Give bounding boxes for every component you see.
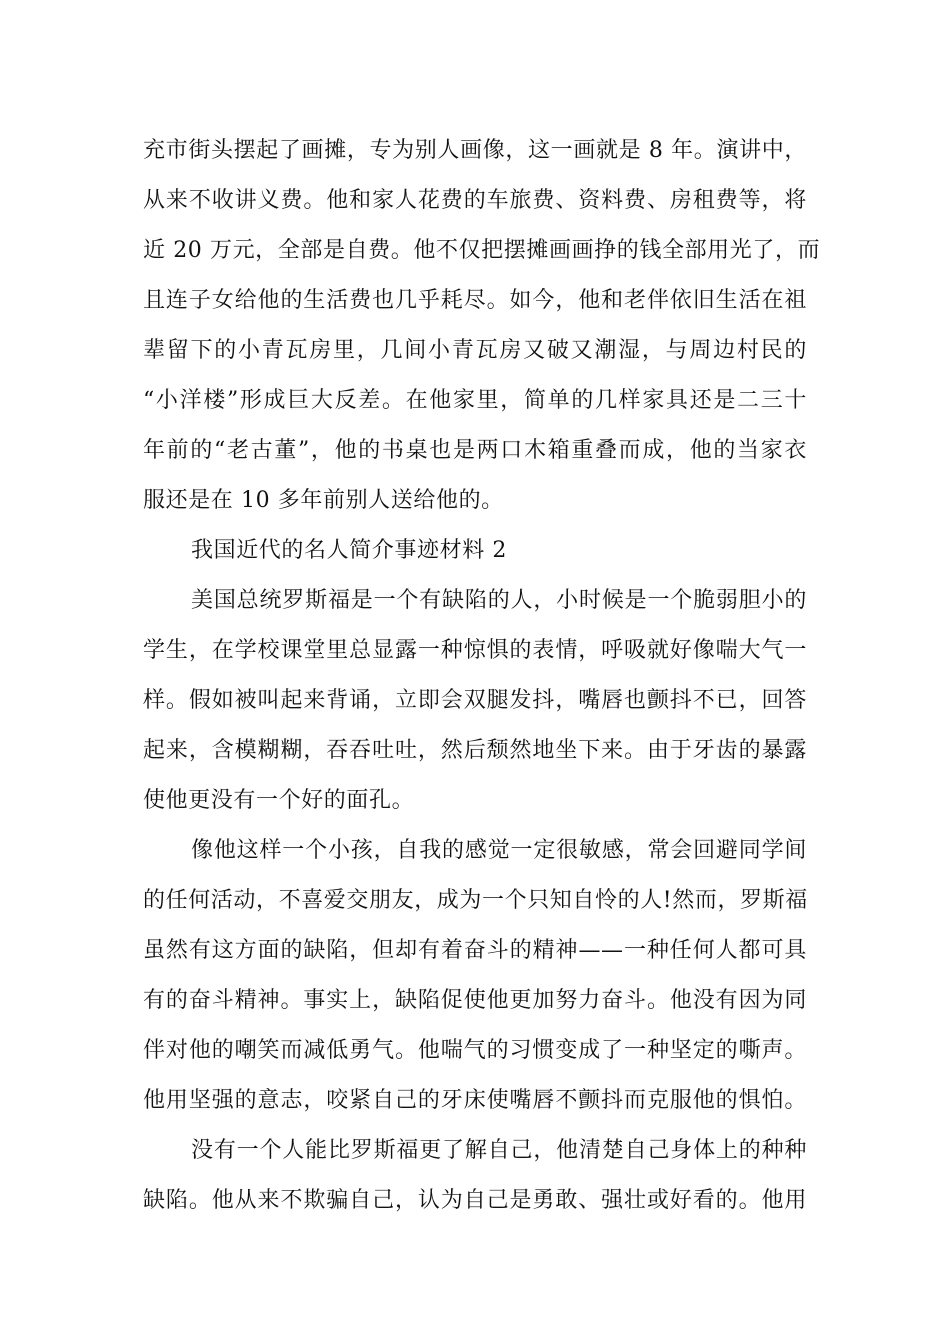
text-line: 辈留下的小青瓦房里，几间小青瓦房又破又潮湿，与周边村民的 — [143, 338, 807, 363]
text-line: 且连子女给他的生活费也几乎耗尽。如今，他和老伴依旧生活在祖 — [143, 288, 807, 313]
text-line: 近 20 万元，全部是自费。他不仅把摆摊画画挣的钱全部用光了，而 — [143, 238, 821, 263]
text-line: 缺陷。他从来不欺骗自己，认为自己是勇敢、强壮或好看的。他用 — [143, 1188, 807, 1213]
text-line: 美国总统罗斯福是一个有缺陷的人，小时候是一个脆弱胆小的 — [191, 588, 807, 613]
text-line: 像他这样一个小孩，自我的感觉一定很敏感，常会回避同学间 — [191, 838, 807, 863]
text-line: 他用坚强的意志，咬紧自己的牙床使嘴唇不颤抖而克服他的惧怕。 — [143, 1088, 807, 1113]
text-line: “小洋楼”形成巨大反差。在他家里，简单的几样家具还是二三十 — [143, 388, 807, 413]
text-line: 没有一个人能比罗斯福更了解自己，他清楚自己身体上的种种 — [191, 1138, 807, 1163]
text-line: 样。假如被叫起来背诵，立即会双腿发抖，嘴唇也颤抖不已，回答 — [143, 688, 807, 713]
text-line: 充市街头摆起了画摊，专为别人画像，这一画就是 8 年。演讲中， — [143, 138, 807, 163]
text-line: 学生，在学校课堂里总显露一种惊惧的表情，呼吸就好像喘大气一 — [143, 638, 807, 663]
text-line: 服还是在 10 多年前别人送给他的。 — [143, 488, 504, 513]
text-line: 从来不收讲义费。他和家人花费的车旅费、资料费、房租费等，将 — [143, 188, 807, 213]
text-line: 年前的“老古董”，他的书桌也是两口木箱重叠而成，他的当家衣 — [143, 438, 807, 463]
text-line: 的任何活动，不喜爱交朋友，成为一个只知自怜的人!然而，罗斯福 — [143, 888, 808, 913]
text-line: 虽然有这方面的缺陷，但却有着奋斗的精神——一种任何人都可具 — [143, 938, 807, 963]
text-line: 起来，含模糊糊，吞吞吐吐，然后颓然地坐下来。由于牙齿的暴露 — [143, 738, 807, 763]
text-line: 使他更没有一个好的面孔。 — [143, 788, 415, 813]
text-line: 有的奋斗精神。事实上，缺陷促使他更加努力奋斗。他没有因为同 — [143, 988, 807, 1013]
text-line: 伴对他的嘲笑而减低勇气。他喘气的习惯变成了一种坚定的嘶声。 — [143, 1038, 807, 1063]
section-heading: 我国近代的名人简介事迹材料 2 — [191, 538, 507, 563]
